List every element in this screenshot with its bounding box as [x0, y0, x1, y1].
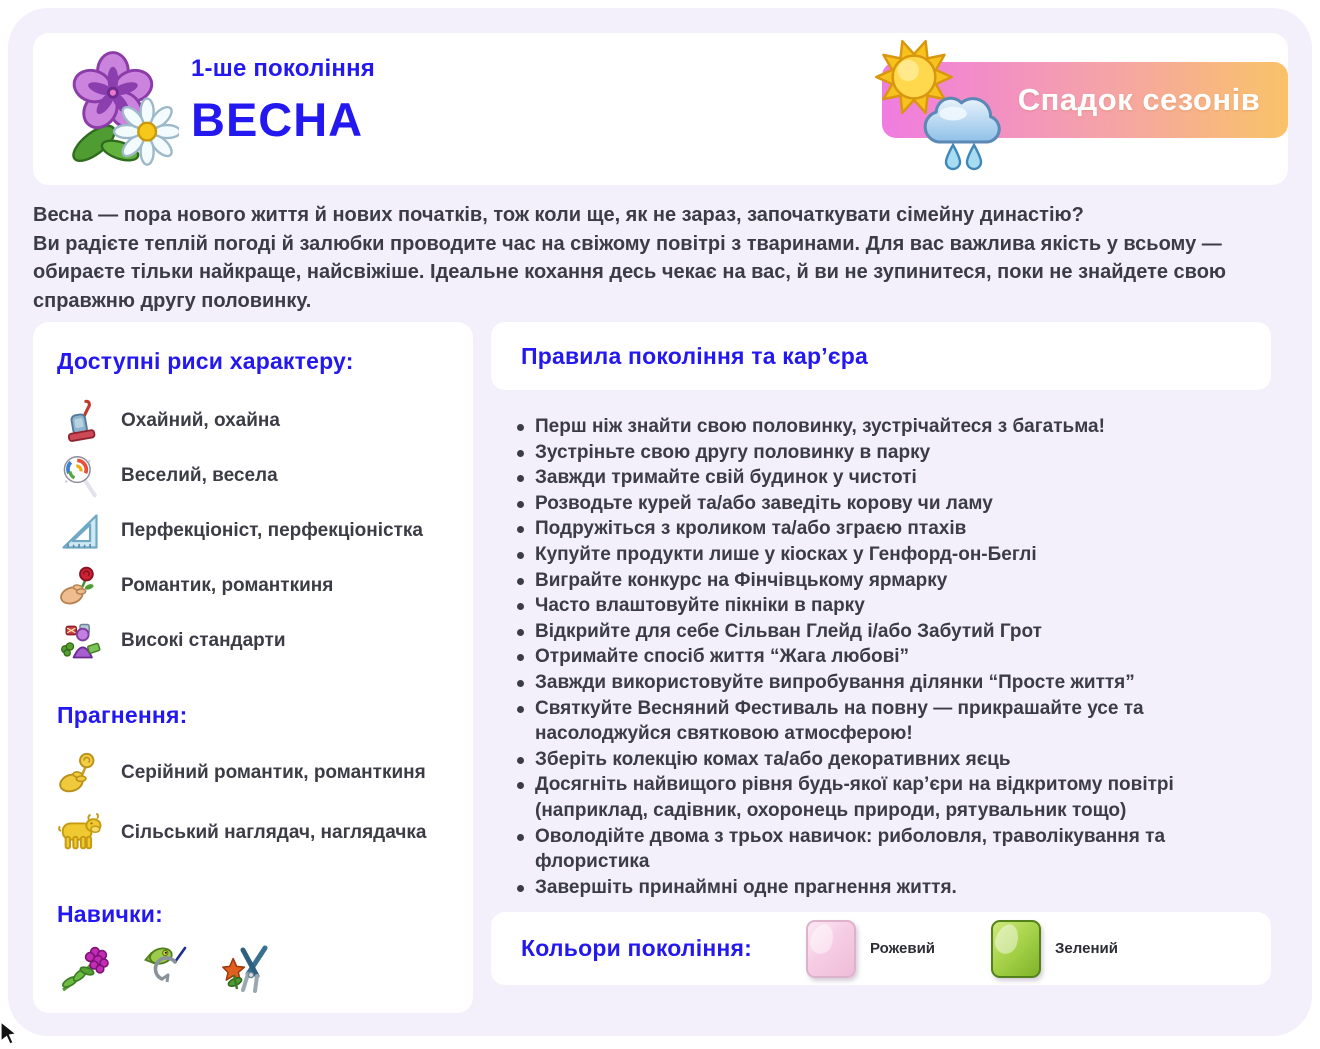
- rule-item: Оволодійте двома з трьох навичок: риболовля, траволікування та флористика: [513, 824, 1258, 875]
- rule-item: Розводьте курей та/або заведіть корову чи ламу: [513, 491, 1258, 517]
- pink-color-label: Рожевий: [869, 940, 936, 957]
- trait-item: [57, 448, 449, 503]
- spring-flowers-icon: [61, 47, 179, 169]
- traits-card: [33, 322, 473, 1013]
- high-standards-icon: [57, 618, 103, 664]
- rules-heading-card: [491, 322, 1271, 390]
- aspiration-item: [57, 743, 449, 803]
- mouse-cursor: [0, 1022, 22, 1044]
- intro-line: Весна — пора нового життя й нових початків, тож коли ще, як не зараз, започаткувати сімейну династію?: [33, 204, 1084, 226]
- rule-item: Зберіть колекцію комах та/або декоративних яєць: [513, 747, 1258, 773]
- header-card: [33, 33, 1288, 185]
- intro-line: обираєте тільки найкраще, найсвіжіше. Ідеальне кохання десь чекає на вас, й ви не зупинитеся, поки не знайдете свою: [33, 261, 1226, 283]
- aspirations-heading: Прагнення:: [57, 702, 188, 728]
- rule-item: Купуйте продукти лише у кіосках у Генфорд-он-Беглі: [513, 542, 1258, 568]
- green-color-label: Зелений: [1055, 940, 1118, 957]
- trait-item: [57, 503, 449, 558]
- generation-colors-heading: Кольори покоління:: [521, 935, 752, 961]
- intro-line: Ви радієте теплій погоді й залюбки проводите час на свіжому повітрі з тваринами. Для вас важлива якість у всьому —: [33, 232, 1222, 255]
- vacuum-icon: [57, 398, 103, 444]
- rule-item: Подружіться з кроликом та/або зграєю птахів: [513, 516, 1258, 542]
- page-background-panel: [8, 8, 1312, 1036]
- rule-item: Перш ніж знайти свою половинку, зустрічайтеся з багатьма!: [513, 414, 1258, 440]
- flower-arranging-icon: [221, 944, 273, 996]
- rule-item: Відкрийте для себе Сільван Глейд і/або Забутий Грот: [513, 619, 1258, 645]
- rule-item: Завжди тримайте свій будинок у чистоті: [513, 465, 1258, 491]
- raindrops-icon: [943, 143, 987, 173]
- rule-item: Завжди використовуйте випробування ділянки “Просте життя”: [513, 670, 1258, 696]
- trait-label: Високі стандарти: [121, 629, 286, 651]
- gold-cow-icon: [57, 810, 103, 856]
- lollipop-icon: [57, 453, 103, 499]
- fishing-icon: [139, 944, 191, 996]
- page-title: ВЕСНА: [191, 93, 364, 146]
- aspiration-item: [57, 803, 449, 863]
- rule-item: Завершіть принаймні одне прагнення життя.: [513, 875, 1258, 901]
- generation-label: 1-ше покоління: [191, 55, 375, 82]
- rule-item: Святкуйте Весняний Фестиваль на повну — прикрашайте усе та насолоджуйся святковою атмосферою!: [513, 696, 1258, 747]
- trait-label: Романтик, романткиня: [121, 574, 334, 596]
- intro-line: справжню другу половинку.: [33, 289, 312, 312]
- trait-label: Охайний, охайна: [121, 409, 280, 431]
- rain-cloud-icon: [917, 88, 1009, 150]
- trait-label: Веселий, весела: [121, 464, 278, 486]
- badge-label: Спадок сезонів: [1017, 82, 1261, 117]
- set-square-icon: [57, 508, 103, 554]
- trait-label: Перфекціоніст, перфекціоністка: [121, 519, 423, 541]
- aspiration-label: Серійний романтик, романткиня: [121, 762, 426, 783]
- herbalism-icon: [57, 944, 109, 996]
- rule-item: Отримайте спосіб життя “Жага любові”: [513, 644, 1258, 670]
- rules-list: [513, 414, 1258, 900]
- skills-icons-row: [57, 944, 449, 996]
- intro-paragraph: [33, 201, 1283, 315]
- trait-item: [57, 613, 449, 668]
- rule-item: Зустріньте свою другу половинку в парку: [513, 440, 1258, 466]
- rule-item: Досягніть найвищого рівня будь-якої кар’єри на відкритому повітрі (наприклад, садівник, охоронець природи, рятувальник тощо): [513, 772, 1258, 823]
- rule-item: Виграйте конкурс на Фінчівцькому ярмарку: [513, 568, 1258, 594]
- skills-heading: Навички:: [57, 901, 163, 927]
- rule-item: Часто влаштовуйте пікніки в парку: [513, 593, 1258, 619]
- generation-colors-card: [491, 912, 1271, 985]
- aspiration-label: Сільський наглядач, наглядачка: [121, 822, 427, 843]
- green-color-swatch: [991, 920, 1041, 978]
- gold-rose-in-hand-icon: [57, 750, 103, 796]
- trait-item: [57, 558, 449, 613]
- rose-in-hand-icon: [57, 563, 103, 609]
- rules-heading: Правила покоління та кар’єра: [521, 342, 868, 369]
- trait-item: [57, 393, 449, 448]
- pink-color-swatch: [806, 920, 856, 978]
- traits-heading: Доступні риси характеру:: [57, 348, 354, 374]
